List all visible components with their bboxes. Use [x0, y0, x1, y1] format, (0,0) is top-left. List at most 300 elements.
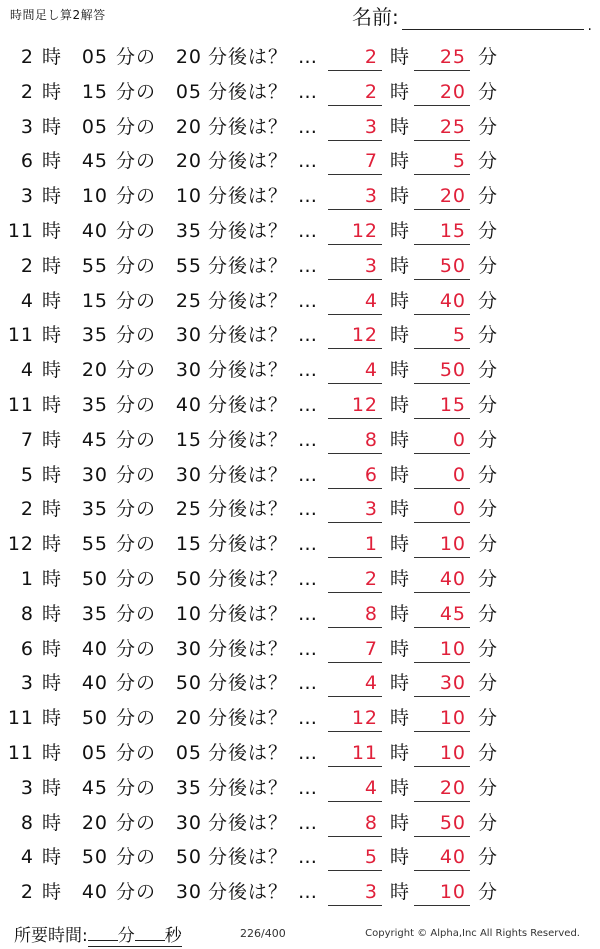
problem-start-hour: 4	[20, 846, 34, 869]
after-question-label: 分後は？	[208, 393, 289, 416]
problem-row	[0, 318, 600, 353]
problem-start-minute: 30	[81, 463, 108, 486]
hour-label: 時	[390, 185, 411, 208]
problem-added-minutes: 05	[175, 741, 202, 764]
minute-of-label: 分の	[116, 637, 157, 660]
hour-label: 時	[42, 637, 63, 660]
hour-label: 時	[390, 672, 411, 695]
problem-row	[0, 701, 600, 736]
hour-label: 時	[42, 115, 63, 138]
hour-label: 時	[42, 80, 63, 103]
after-question-label: 分後は？	[208, 428, 289, 451]
problem-added-minutes: 10	[175, 602, 202, 625]
hour-label: 時	[42, 741, 63, 764]
problem-added-minutes: 35	[175, 776, 202, 799]
problem-row	[0, 353, 600, 388]
answer-minute[interactable]: 40	[414, 288, 470, 315]
minute-of-label: 分の	[116, 567, 157, 590]
ellipsis: …	[298, 881, 318, 904]
answer-minute[interactable]: 50	[414, 357, 470, 384]
answer-hour[interactable]: 4	[328, 670, 382, 697]
ellipsis: …	[298, 324, 318, 347]
answer-hour[interactable]: 8	[328, 427, 382, 454]
hour-label: 時	[390, 567, 411, 590]
problem-start-minute: 45	[81, 150, 108, 173]
problem-start-minute: 50	[81, 707, 108, 730]
problem-start-hour: 5	[20, 463, 34, 486]
hour-label: 時	[390, 393, 411, 416]
hour-label: 時	[390, 80, 411, 103]
after-question-label: 分後は？	[208, 811, 289, 834]
minute-of-label: 分の	[116, 219, 157, 242]
minute-of-label: 分の	[116, 289, 157, 312]
minute-label: 分	[478, 46, 499, 68]
ellipsis: …	[298, 46, 318, 68]
answer-minute[interactable]: 15	[414, 392, 470, 419]
problem-row	[0, 597, 600, 632]
minute-label: 分	[478, 80, 499, 103]
worksheet-title: 時間足し算2解答	[10, 8, 106, 22]
hour-label: 時	[390, 46, 411, 68]
minute-of-label: 分の	[116, 254, 157, 277]
answer-hour[interactable]: 3	[328, 496, 382, 523]
after-question-label: 分後は？	[208, 498, 289, 521]
problem-start-minute: 35	[81, 498, 108, 521]
problem-start-hour: 2	[20, 46, 34, 68]
problem-start-hour: 2	[20, 80, 34, 103]
problem-start-minute: 55	[81, 533, 108, 556]
hour-label: 時	[42, 359, 63, 382]
problem-added-minutes: 30	[175, 881, 202, 904]
ellipsis: …	[298, 185, 318, 208]
minute-label: 分	[478, 533, 499, 556]
problem-start-minute: 15	[81, 80, 108, 103]
ellipsis: …	[298, 602, 318, 625]
ellipsis: …	[298, 463, 318, 486]
problem-added-minutes: 20	[175, 115, 202, 138]
problem-row	[0, 632, 600, 667]
problem-row	[0, 144, 600, 179]
answer-hour[interactable]: 3	[328, 879, 382, 906]
answer-hour[interactable]: 3	[328, 183, 382, 210]
problem-row	[0, 492, 600, 527]
problem-start-minute: 40	[81, 672, 108, 695]
problem-start-minute: 50	[81, 846, 108, 869]
page-number: 226/400	[240, 927, 286, 940]
ellipsis: …	[298, 219, 318, 242]
problem-row	[0, 562, 600, 597]
problem-start-minute: 05	[81, 115, 108, 138]
problem-added-minutes: 10	[175, 185, 202, 208]
hour-label: 時	[390, 707, 411, 730]
problem-start-minute: 45	[81, 428, 108, 451]
after-question-label: 分後は？	[208, 254, 289, 277]
problem-start-minute: 55	[81, 254, 108, 277]
problem-start-hour: 8	[20, 602, 34, 625]
minute-label: 分	[478, 881, 499, 904]
problem-start-hour: 3	[20, 115, 34, 138]
problem-start-hour: 2	[20, 254, 34, 277]
minute-label: 分	[478, 359, 499, 382]
ellipsis: …	[298, 811, 318, 834]
problem-start-minute: 35	[81, 393, 108, 416]
problem-added-minutes: 55	[175, 254, 202, 277]
answer-minute[interactable]: 10	[414, 740, 470, 767]
problem-row	[0, 527, 600, 562]
minute-label: 分	[478, 707, 499, 730]
problem-added-minutes: 50	[175, 672, 202, 695]
answer-minute[interactable]: 5	[414, 148, 470, 175]
problem-row	[0, 875, 600, 910]
elapsed-time-label: 所要時間:	[14, 926, 88, 946]
ellipsis: …	[298, 115, 318, 138]
hour-label: 時	[390, 463, 411, 486]
minute-label: 分	[478, 846, 499, 869]
after-question-label: 分後は？	[208, 185, 289, 208]
hour-label: 時	[390, 359, 411, 382]
answer-minute[interactable]: 30	[414, 670, 470, 697]
problem-added-minutes: 25	[175, 289, 202, 312]
hour-label: 時	[390, 811, 411, 834]
problem-added-minutes: 25	[175, 498, 202, 521]
hour-label: 時	[42, 463, 63, 486]
answer-hour[interactable]: 1	[328, 531, 382, 558]
problem-row	[0, 249, 600, 284]
minute-of-label: 分の	[116, 707, 157, 730]
after-question-label: 分後は？	[208, 324, 289, 347]
answer-minute[interactable]: 0	[414, 462, 470, 489]
hour-label: 時	[42, 254, 63, 277]
problem-row	[0, 458, 600, 493]
minute-label: 分	[478, 637, 499, 660]
problem-row	[0, 806, 600, 841]
minutes-unit: 分	[117, 926, 135, 946]
answer-hour[interactable]: 2	[328, 79, 382, 106]
hour-label: 時	[390, 881, 411, 904]
minute-of-label: 分の	[116, 115, 157, 138]
minute-of-label: 分の	[116, 741, 157, 764]
hour-label: 時	[390, 289, 411, 312]
hour-label: 時	[390, 254, 411, 277]
answer-minute[interactable]: 20	[414, 79, 470, 106]
answer-minute[interactable]: 10	[414, 636, 470, 663]
problem-start-minute: 35	[81, 324, 108, 347]
answer-hour[interactable]: 3	[328, 114, 382, 141]
elapsed-time	[14, 921, 182, 947]
after-question-label: 分後は？	[208, 80, 289, 103]
problem-start-minute: 40	[81, 881, 108, 904]
answer-hour[interactable]: 4	[328, 775, 382, 802]
answer-minute[interactable]: 25	[414, 44, 470, 71]
hour-label: 時	[42, 846, 63, 869]
hour-label: 時	[42, 707, 63, 730]
problem-start-hour: 11	[7, 393, 34, 416]
problem-row	[0, 666, 600, 701]
problem-start-hour: 4	[20, 359, 34, 382]
problem-start-hour: 6	[20, 637, 34, 660]
answer-hour[interactable]: 2	[328, 44, 382, 71]
problem-added-minutes: 20	[175, 150, 202, 173]
problem-added-minutes: 50	[175, 846, 202, 869]
problem-row	[0, 75, 600, 110]
problem-start-hour: 12	[7, 533, 34, 556]
problem-added-minutes: 35	[175, 219, 202, 242]
minute-label: 分	[478, 567, 499, 590]
name-field[interactable]	[352, 4, 592, 34]
problem-start-minute: 15	[81, 289, 108, 312]
ellipsis: …	[298, 393, 318, 416]
ellipsis: …	[298, 672, 318, 695]
problem-start-minute: 40	[81, 637, 108, 660]
ellipsis: …	[298, 776, 318, 799]
problem-start-minute: 40	[81, 219, 108, 242]
minute-of-label: 分の	[116, 185, 157, 208]
after-question-label: 分後は？	[208, 741, 289, 764]
problem-start-minute: 05	[81, 741, 108, 764]
problem-added-minutes: 30	[175, 811, 202, 834]
name-underline	[402, 29, 584, 30]
hour-label: 時	[42, 393, 63, 416]
minute-label: 分	[478, 776, 499, 799]
hour-label: 時	[42, 776, 63, 799]
answer-minute[interactable]: 5	[414, 322, 470, 349]
after-question-label: 分後は？	[208, 881, 289, 904]
minute-of-label: 分の	[116, 46, 157, 68]
problem-row	[0, 736, 600, 771]
after-question-label: 分後は？	[208, 150, 289, 173]
minute-of-label: 分の	[116, 393, 157, 416]
problem-start-hour: 1	[20, 567, 34, 590]
answer-minute[interactable]: 10	[414, 705, 470, 732]
after-question-label: 分後は？	[208, 776, 289, 799]
problem-row	[0, 214, 600, 249]
hour-label: 時	[42, 811, 63, 834]
problem-start-minute: 50	[81, 567, 108, 590]
elapsed-time-field[interactable]	[88, 921, 182, 947]
after-question-label: 分後は？	[208, 533, 289, 556]
hour-label: 時	[390, 846, 411, 869]
problem-added-minutes: 30	[175, 637, 202, 660]
answer-hour[interactable]: 12	[328, 705, 382, 732]
problem-added-minutes: 30	[175, 359, 202, 382]
answer-hour[interactable]: 12	[328, 322, 382, 349]
hour-label: 時	[390, 602, 411, 625]
after-question-label: 分後は？	[208, 846, 289, 869]
minute-of-label: 分の	[116, 776, 157, 799]
minute-label: 分	[478, 428, 499, 451]
answer-hour[interactable]: 12	[328, 218, 382, 245]
answer-hour[interactable]: 11	[328, 740, 382, 767]
hour-label: 時	[42, 428, 63, 451]
hour-label: 時	[42, 185, 63, 208]
ellipsis: …	[298, 637, 318, 660]
answer-hour[interactable]: 12	[328, 392, 382, 419]
hour-label: 時	[42, 672, 63, 695]
minute-of-label: 分の	[116, 602, 157, 625]
answer-minute[interactable]: 40	[414, 844, 470, 871]
answer-hour[interactable]: 2	[328, 566, 382, 593]
problem-row	[0, 40, 600, 75]
problem-start-hour: 3	[20, 776, 34, 799]
answer-hour[interactable]: 4	[328, 288, 382, 315]
after-question-label: 分後は？	[208, 567, 289, 590]
answer-hour[interactable]: 8	[328, 601, 382, 628]
hour-label: 時	[42, 602, 63, 625]
problem-start-hour: 11	[7, 324, 34, 347]
hour-label: 時	[42, 219, 63, 242]
problem-start-minute: 35	[81, 602, 108, 625]
answer-minute[interactable]: 10	[414, 531, 470, 558]
hour-label: 時	[42, 881, 63, 904]
minute-of-label: 分の	[116, 533, 157, 556]
minute-of-label: 分の	[116, 150, 157, 173]
problem-row	[0, 284, 600, 319]
problem-start-hour: 6	[20, 150, 34, 173]
hour-label: 時	[390, 428, 411, 451]
minute-of-label: 分の	[116, 463, 157, 486]
ellipsis: …	[298, 150, 318, 173]
minute-of-label: 分の	[116, 881, 157, 904]
problem-start-hour: 11	[7, 741, 34, 764]
after-question-label: 分後は？	[208, 115, 289, 138]
minute-of-label: 分の	[116, 498, 157, 521]
minute-label: 分	[478, 150, 499, 173]
answer-minute[interactable]: 0	[414, 427, 470, 454]
problem-start-minute: 20	[81, 359, 108, 382]
name-label: 名前:	[352, 5, 399, 29]
answer-minute[interactable]: 25	[414, 114, 470, 141]
minute-label: 分	[478, 811, 499, 834]
hour-label: 時	[390, 498, 411, 521]
hour-label: 時	[42, 289, 63, 312]
answer-hour[interactable]: 5	[328, 844, 382, 871]
minute-of-label: 分の	[116, 428, 157, 451]
problem-added-minutes: 50	[175, 567, 202, 590]
answer-hour[interactable]: 3	[328, 253, 382, 280]
after-question-label: 分後は？	[208, 289, 289, 312]
minute-label: 分	[478, 741, 499, 764]
answer-minute[interactable]: 20	[414, 183, 470, 210]
answer-minute[interactable]: 40	[414, 566, 470, 593]
answer-hour[interactable]: 7	[328, 148, 382, 175]
answer-hour[interactable]: 7	[328, 636, 382, 663]
minute-label: 分	[478, 672, 499, 695]
problem-start-hour: 8	[20, 811, 34, 834]
problem-start-minute: 45	[81, 776, 108, 799]
minute-label: 分	[478, 254, 499, 277]
answer-minute[interactable]: 50	[414, 253, 470, 280]
ellipsis: …	[298, 533, 318, 556]
answer-minute[interactable]: 0	[414, 496, 470, 523]
problem-added-minutes: 15	[175, 533, 202, 556]
ellipsis: …	[298, 707, 318, 730]
ellipsis: …	[298, 359, 318, 382]
minute-label: 分	[478, 185, 499, 208]
problem-start-hour: 3	[20, 672, 34, 695]
problem-added-minutes: 15	[175, 428, 202, 451]
after-question-label: 分後は？	[208, 602, 289, 625]
answer-hour[interactable]: 6	[328, 462, 382, 489]
minute-of-label: 分の	[116, 811, 157, 834]
minute-label: 分	[478, 498, 499, 521]
problem-list	[0, 40, 600, 910]
problem-start-hour: 7	[20, 428, 34, 451]
problem-start-minute: 10	[81, 185, 108, 208]
after-question-label: 分後は？	[208, 219, 289, 242]
ellipsis: …	[298, 741, 318, 764]
hour-label: 時	[42, 150, 63, 173]
problem-row	[0, 179, 600, 214]
minute-label: 分	[478, 463, 499, 486]
minute-of-label: 分の	[116, 359, 157, 382]
hour-label: 時	[390, 115, 411, 138]
problem-added-minutes: 20	[175, 707, 202, 730]
problem-row	[0, 110, 600, 145]
problem-start-hour: 4	[20, 289, 34, 312]
minute-of-label: 分の	[116, 672, 157, 695]
ellipsis: …	[298, 254, 318, 277]
problem-start-hour: 11	[7, 707, 34, 730]
minute-label: 分	[478, 602, 499, 625]
after-question-label: 分後は？	[208, 359, 289, 382]
ellipsis: …	[298, 428, 318, 451]
problem-start-hour: 2	[20, 881, 34, 904]
problem-row	[0, 423, 600, 458]
after-question-label: 分後は？	[208, 46, 289, 68]
ellipsis: …	[298, 567, 318, 590]
problem-added-minutes: 40	[175, 393, 202, 416]
answer-hour[interactable]: 8	[328, 810, 382, 837]
hour-label: 時	[390, 150, 411, 173]
minute-label: 分	[478, 219, 499, 242]
problem-row	[0, 771, 600, 806]
problem-added-minutes: 30	[175, 324, 202, 347]
minute-of-label: 分の	[116, 324, 157, 347]
problem-added-minutes: 30	[175, 463, 202, 486]
after-question-label: 分後は？	[208, 707, 289, 730]
hour-label: 時	[42, 498, 63, 521]
problem-added-minutes: 05	[175, 80, 202, 103]
after-question-label: 分後は？	[208, 463, 289, 486]
problem-start-minute: 05	[81, 46, 108, 68]
answer-minute[interactable]: 50	[414, 810, 470, 837]
problem-row	[0, 840, 600, 875]
problem-row	[0, 388, 600, 423]
ellipsis: …	[298, 846, 318, 869]
minute-of-label: 分の	[116, 846, 157, 869]
minute-label: 分	[478, 393, 499, 416]
minute-label: 分	[478, 115, 499, 138]
hour-label: 時	[42, 567, 63, 590]
after-question-label: 分後は？	[208, 637, 289, 660]
seconds-unit: 秒	[164, 926, 182, 946]
hour-label: 時	[390, 637, 411, 660]
ellipsis: …	[298, 80, 318, 103]
minute-of-label: 分の	[116, 80, 157, 103]
answer-minute[interactable]: 10	[414, 879, 470, 906]
hour-label: 時	[390, 219, 411, 242]
answer-minute[interactable]: 15	[414, 218, 470, 245]
hour-label: 時	[390, 741, 411, 764]
answer-hour[interactable]: 4	[328, 357, 382, 384]
answer-minute[interactable]: 45	[414, 601, 470, 628]
after-question-label: 分後は？	[208, 672, 289, 695]
name-dot: .	[587, 18, 592, 34]
minute-label: 分	[478, 324, 499, 347]
copyright-notice: Copyright © Alpha,Inc All Rights Reserved.	[365, 928, 580, 939]
ellipsis: …	[298, 498, 318, 521]
answer-minute[interactable]: 20	[414, 775, 470, 802]
